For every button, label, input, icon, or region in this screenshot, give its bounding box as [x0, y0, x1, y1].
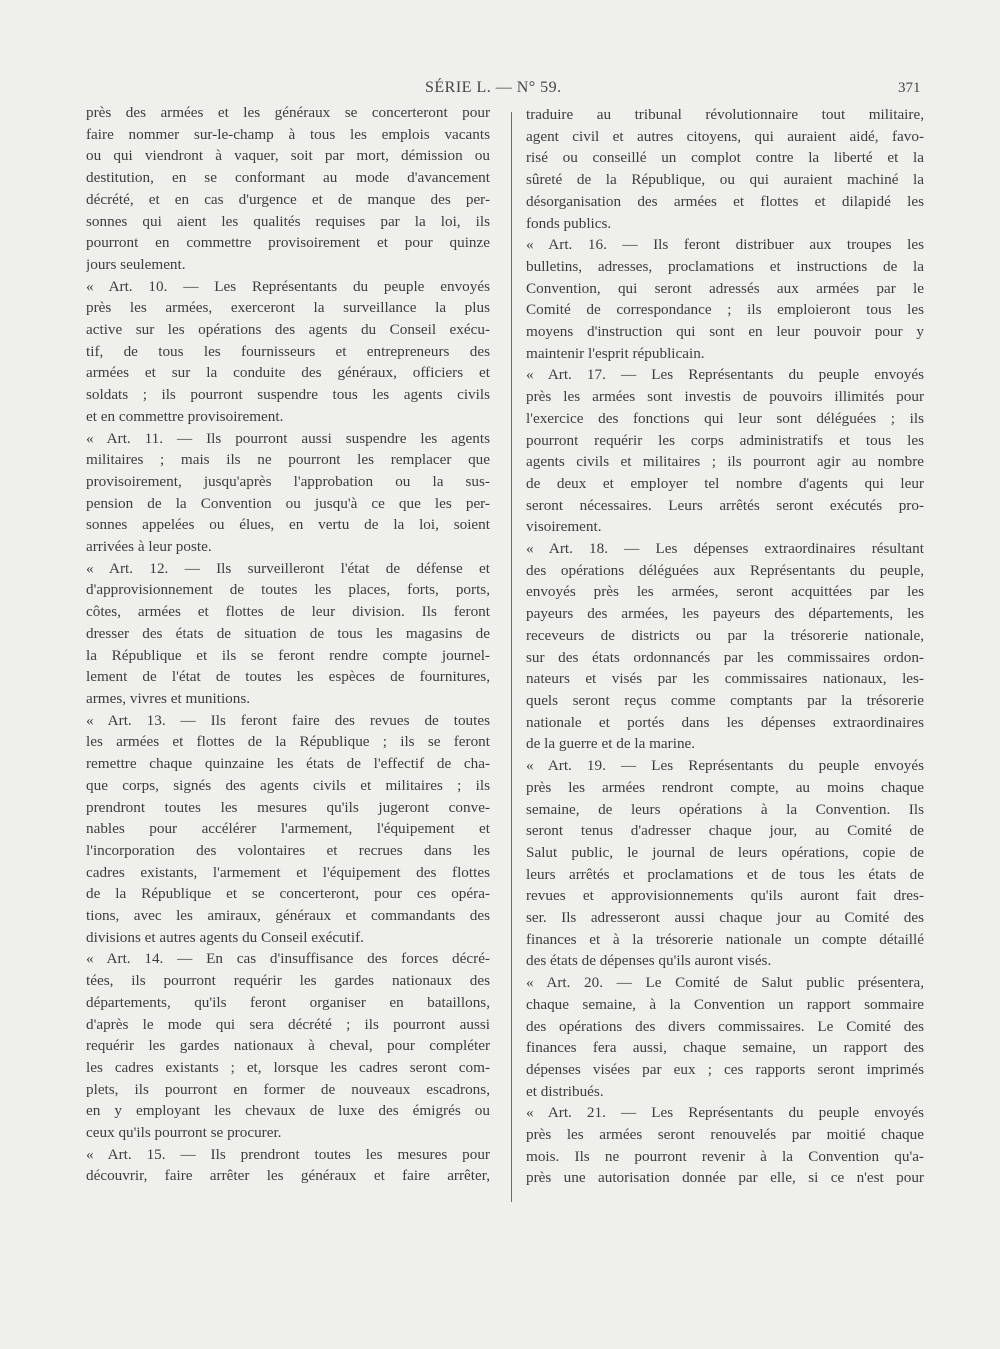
text-line: remettre chaque quinzaine les états de l'effectif de cha-	[86, 755, 490, 773]
text-line: découvrir, faire arrêter les généraux et faire arrêter,	[86, 1167, 490, 1185]
text-line: départements, qu'ils feront organiser en bataillons,	[86, 993, 490, 1011]
text-line: décrété, et en cas d'urgence et de manque des per-	[86, 190, 490, 208]
text-line: près des armées et les généraux se concerteront pour	[86, 104, 490, 121]
text-line: pourront requérir les corps administratifs et tous les	[526, 431, 924, 449]
text-line: et en commettre provisoirement.	[86, 407, 284, 425]
text-line: finances fera aussi, chaque semaine, un rapport des	[526, 1039, 924, 1057]
text-line: près les armées rendront compte, au moins chaque	[526, 778, 924, 796]
text-line: requérir les gardes nationaux à cheval, pour compléter	[86, 1037, 490, 1055]
text-line: désorganisation des armées et flottes et dilapidé les	[526, 192, 924, 210]
text-line: de deux et employer tel nombre d'agents qui leur	[526, 474, 924, 492]
text-line: près les armées, exerceront la surveillance la plus	[86, 299, 490, 317]
text-line: « Art. 18. — Les dépenses extraordinaires résultant	[526, 540, 924, 558]
text-line: près les armées seront renouvelés par moitié chaque	[526, 1126, 924, 1144]
text-line: receveurs de districts ou par la trésorerie nationale,	[526, 626, 924, 644]
text-line: seront nécessaires. Leurs arrêtés seront exécutés pro-	[526, 496, 924, 514]
text-line: l'incorporation des volontaires et recrues dans les	[86, 841, 490, 859]
text-line: agents civils et militaires ; ils pourront agir au nombre	[526, 453, 924, 471]
text-line: d'approvisionnement de toutes les places, forts, ports,	[86, 581, 490, 599]
text-line: pourront en commettre provisoirement et pour quinze	[86, 234, 490, 252]
page-number: 371	[898, 80, 921, 96]
text-line: « Art. 10. — Les Représentants du peuple envoyés	[86, 277, 490, 295]
text-line: nationale et portés dans les dépenses extraordinaires	[526, 713, 924, 731]
text-line: que corps, signés des agents civils et militaires ; ils	[86, 776, 490, 794]
text-line: agent civil et autres citoyens, qui auraient aidé, favo-	[526, 127, 924, 145]
text-line: sur des états ordonnancés par les commissaires ordon-	[526, 648, 924, 666]
text-line: traduire au tribunal révolutionnaire tout militaire,	[526, 106, 924, 123]
text-line: nateurs et visés par les commissaires nationaux, les-	[526, 670, 924, 688]
text-line: jours seulement.	[86, 255, 186, 273]
text-line: côtes, armées et flottes de leur division. Ils feront	[86, 603, 490, 621]
right-text-column	[526, 104, 924, 1189]
text-line: plets, ils pourront en former de nouveaux escadrons,	[86, 1080, 490, 1098]
text-line: près les armées sont investis de pouvoirs illimités pour	[526, 388, 924, 406]
text-line: militaires ; mais ils ne pourront les remplacer que	[86, 451, 490, 469]
text-line: ou qui viendront à vaquer, soit par mort, démission ou	[86, 147, 490, 165]
text-line: nables pour accélérer l'armement, l'équipement et	[86, 820, 490, 838]
text-line: « Art. 21. — Les Représentants du peuple envoyés	[526, 1104, 924, 1122]
text-line: payeurs des armées, les payeurs des départements, les	[526, 605, 924, 623]
text-line: arrivées à leur poste.	[86, 538, 212, 556]
text-line: près une autorisation donnée par elle, si ce n'est pour	[526, 1169, 924, 1187]
text-line: d'après le mode qui sera décrété ; ils pourront aussi	[86, 1015, 490, 1033]
left-text-column	[86, 102, 490, 1187]
text-line: ceux qu'ils pourront se procurer.	[86, 1124, 282, 1142]
text-line: ser. Ils adresseront aussi chaque jour au Comité des	[526, 909, 924, 927]
text-line: « Art. 19. — Les Représentants du peuple envoyés	[526, 757, 924, 775]
text-line: visoirement.	[526, 518, 602, 536]
text-line: divisions et autres agents du Conseil exécutif.	[86, 928, 364, 946]
text-line: envoyés près les armées, seront acquittées par les	[526, 583, 924, 601]
text-line: « Art. 14. — En cas d'insuffisance des forces décré-	[86, 950, 490, 968]
text-line: prendront toutes les mesures qu'ils jugeront conve-	[86, 798, 490, 816]
text-line: de la République et se concerteront, pour ces opéra-	[86, 885, 490, 903]
text-line: fonds publics.	[526, 214, 612, 232]
text-line: bulletins, adresses, proclamations et instructions de la	[526, 257, 924, 275]
text-line: sonnes appelées ou élues, en vertu de la loi, soient	[86, 516, 490, 534]
running-header: SÉRIE L. — N° 59.	[425, 79, 562, 96]
text-line: Comité de correspondance ; ils emploieront tous les	[526, 301, 924, 319]
text-line: l'exercice des fonctions qui leur sont déléguées ; ils	[526, 409, 924, 427]
text-line: leurs arrêtés et proclamations et de tous les états de	[526, 865, 924, 883]
text-line: tif, de tous les fournisseurs et entrepreneurs des	[86, 342, 490, 360]
column-divider	[511, 112, 512, 1202]
text-line: des opérations des divers commissaires. Le Comité des	[526, 1017, 924, 1035]
text-line: seront tenus d'adresser chaque jour, au Comité de	[526, 822, 924, 840]
text-line: « Art. 20. — Le Comité de Salut public présentera,	[526, 974, 924, 992]
text-line: cadres existants, l'armement et l'équipement des flottes	[86, 863, 490, 881]
text-line: mois. Ils ne pourront revenir à la Convention qu'a-	[526, 1147, 924, 1165]
text-line: sonnes qui aient les qualités requises par la loi, ils	[86, 212, 490, 230]
text-line: finances et à la trésorerie nationale un compte détaillé	[526, 930, 924, 948]
text-line: pension de la Convention ou jusqu'à ce que les per-	[86, 494, 490, 512]
text-line: faire nommer sur-le-champ à tous les emplois vacants	[86, 125, 490, 143]
text-line: provisoirement, jusqu'après l'approbation ou la sus-	[86, 472, 490, 490]
text-line: armées et sur la conduite des généraux, officiers et	[86, 364, 490, 382]
text-line: risé ou conseillé un complot contre la liberté et la	[526, 149, 924, 167]
text-line: et distribués.	[526, 1082, 604, 1100]
text-line: semaine, de leurs opérations à la Convention. Ils	[526, 800, 924, 818]
text-line: sûreté de la République, ou qui auraient machiné la	[526, 171, 924, 189]
text-line: « Art. 11. — Ils pourront aussi suspendre les agents	[86, 429, 490, 447]
text-line: lement de l'état de toutes les espèces de fournitures,	[86, 668, 490, 686]
text-line: « Art. 16. — Ils feront distribuer aux troupes les	[526, 236, 924, 254]
text-line: les cadres existants ; et, lorsque les cadres seront com-	[86, 1058, 490, 1076]
text-line: armes, vivres et munitions.	[86, 689, 251, 707]
text-line: des états de dépenses qu'ils auront visés.	[526, 952, 772, 970]
text-line: quels seront reçus comme comptants par la trésorerie	[526, 691, 924, 709]
text-line: « Art. 12. — Ils surveilleront l'état de défense et	[86, 559, 490, 577]
text-line: les armées et flottes de la République ; ils se feront	[86, 733, 490, 751]
text-line: de la guerre et de la marine.	[526, 735, 696, 753]
text-line: chaque semaine, à la Convention un rapport sommaire	[526, 995, 924, 1013]
text-line: soldats ; ils pourront suspendre tous les agents civils	[86, 386, 490, 404]
text-line: des opérations déléguées aux Représentants du peuple,	[526, 561, 924, 579]
text-line: la République et ils se feront rendre compte journel-	[86, 646, 490, 664]
text-line: « Art. 13. — Ils feront faire des revues de toutes	[86, 711, 490, 729]
text-line: revues et approvisionnements qu'ils auront fait dres-	[526, 887, 924, 905]
text-line: dresser des états de situation de tous les magasins de	[86, 624, 490, 642]
text-line: destitution, en se conformant au mode d'avancement	[86, 169, 490, 187]
text-line: dépenses visées par eux ; ces rapports seront imprimés	[526, 1060, 924, 1078]
text-line: « Art. 17. — Les Représentants du peuple envoyés	[526, 366, 924, 384]
text-line: Convention, qui seront adressés aux armées par le	[526, 279, 924, 297]
text-line: tées, ils pourront requérir les gardes nationaux des	[86, 972, 490, 990]
text-line: Salut public, le journal de leurs opérations, copie de	[526, 843, 924, 861]
text-line: active sur les opérations des agents du Conseil exécu-	[86, 321, 490, 339]
text-line: en y employant les chevaux de luxe des émigrés ou	[86, 1102, 490, 1120]
text-line: moyens d'instruction qui sont en leur pouvoir pour y	[526, 323, 924, 341]
text-line: maintenir l'esprit républicain.	[526, 344, 705, 362]
text-line: « Art. 15. — Ils prendront toutes les mesures pour	[86, 1145, 490, 1163]
text-line: tions, avec les amiraux, généraux et commandants des	[86, 907, 490, 925]
